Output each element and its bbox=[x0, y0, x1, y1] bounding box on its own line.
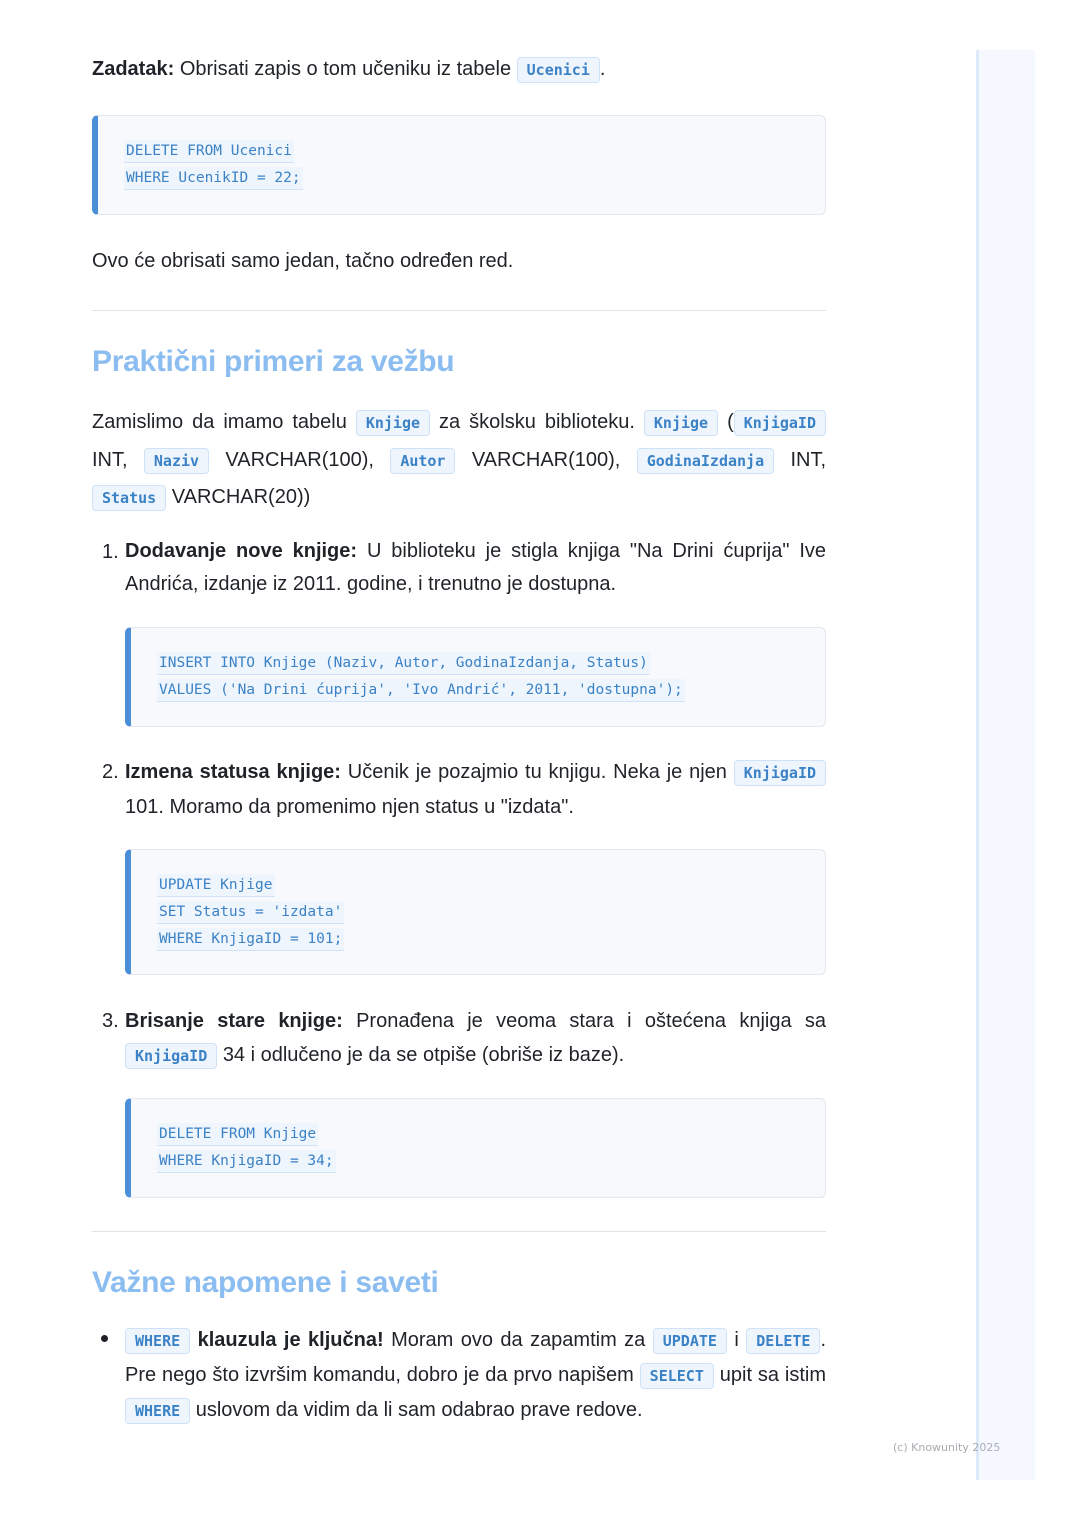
code-block-insert bbox=[125, 627, 826, 727]
bullet-icon bbox=[101, 1335, 108, 1342]
code-line: DELETE FROM Ucenici bbox=[124, 140, 294, 163]
item-title: Izmena statusa knjige: bbox=[125, 761, 341, 783]
tip-text: i bbox=[734, 1329, 739, 1351]
inline-code: GodinaIzdanja bbox=[637, 448, 774, 474]
inline-code: Knjige bbox=[356, 410, 430, 436]
inline-code: UPDATE bbox=[653, 1328, 727, 1354]
divider bbox=[92, 310, 826, 311]
inline-code: Autor bbox=[390, 448, 455, 474]
inline-code: WHERE bbox=[125, 1328, 190, 1354]
intro-text: VARCHAR(100), bbox=[225, 448, 374, 471]
inline-code: DELETE bbox=[746, 1328, 820, 1354]
side-margin-strip bbox=[976, 50, 1035, 1480]
list-item-1 bbox=[125, 535, 826, 601]
item-title: Brisanje stare knjige: bbox=[125, 1010, 343, 1032]
item-text: U biblioteku je stigla knjiga "Na Drini ćuprija" Ive Andrića, izdanje iz 2011. godine, i trenutno je dostupna. bbox=[125, 540, 826, 595]
code-line: UPDATE Knjige bbox=[157, 874, 275, 897]
code-line: WHERE KnjigaID = 34; bbox=[157, 1150, 336, 1173]
task-end: . bbox=[599, 58, 606, 80]
intro-paragraph bbox=[92, 404, 826, 517]
tip-bold: klauzula je ključna! bbox=[197, 1329, 384, 1351]
code-line: VALUES ('Na Drini ćuprija', 'Ivo Andrić', 2011, 'dostupna'); bbox=[157, 679, 685, 702]
inline-code: KnjigaID bbox=[125, 1043, 217, 1069]
inline-code: Status bbox=[92, 485, 166, 511]
footer-copyright: (c) Knowunity 2025 bbox=[893, 1441, 1001, 1454]
intro-text: VARCHAR(100), bbox=[471, 448, 621, 471]
task-label: Zadatak: bbox=[92, 58, 175, 80]
inline-code: Naziv bbox=[144, 448, 209, 474]
list-item-2 bbox=[125, 755, 826, 824]
item-text: 34 i odlučeno je da se otpiše (obriše iz baze). bbox=[222, 1044, 625, 1066]
inline-code: KnjigaID bbox=[734, 410, 826, 436]
code-line: SET Status = 'izdata' bbox=[157, 901, 344, 924]
inline-code: WHERE bbox=[125, 1398, 190, 1424]
code-line: DELETE FROM Knjige bbox=[157, 1123, 318, 1146]
code-block-delete-ucenici bbox=[92, 115, 826, 215]
list-number: 3. bbox=[102, 1010, 119, 1032]
intro-text: za školsku biblioteku. bbox=[439, 411, 635, 433]
tip-text: . Pre nego što izvršim komandu, dobro je da prvo napišem bbox=[125, 1329, 827, 1386]
divider bbox=[92, 1231, 826, 1232]
inline-code: SELECT bbox=[640, 1363, 714, 1389]
item-title: Dodavanje nove knjige: bbox=[125, 540, 358, 562]
task-text: Obrisati zapis o tom učeniku iz tabele bbox=[179, 58, 512, 80]
item-text: Pronađena je veoma stara i oštećena knjiga sa bbox=[356, 1010, 827, 1032]
intro-text: Zamislimo da imamo tabelu bbox=[92, 411, 347, 433]
tip-paragraph bbox=[125, 1323, 826, 1428]
code-block-delete-knjige bbox=[125, 1098, 826, 1198]
intro-text: ( bbox=[727, 411, 734, 433]
item-text: Učenik je pozajmio tu knjigu. Neka je njen bbox=[347, 761, 727, 783]
after-code-text: Ovo će obrisati samo jedan, tačno određen red. bbox=[92, 250, 514, 272]
tip-text: upit sa istim bbox=[719, 1364, 826, 1386]
section-title-practical: Praktični primeri za vežbu bbox=[92, 345, 455, 378]
inline-code: Knjige bbox=[644, 410, 718, 436]
intro-text: INT, bbox=[790, 448, 827, 471]
inline-code: KnjigaID bbox=[734, 760, 826, 786]
code-block-update bbox=[125, 849, 826, 975]
code-line: WHERE KnjigaID = 101; bbox=[157, 928, 344, 951]
tip-text: uslovom da vidim da li sam odabrao prave redove. bbox=[195, 1399, 643, 1421]
list-number: 1. bbox=[102, 541, 119, 563]
inline-code: Ucenici bbox=[517, 57, 600, 83]
code-line: INSERT INTO Knjige (Naziv, Autor, GodinaIzdanja, Status) bbox=[157, 652, 650, 675]
code-line: WHERE UcenikID = 22; bbox=[124, 167, 303, 190]
item-text: 101. Moramo da promenimo njen status u "izdata". bbox=[125, 796, 574, 818]
intro-text: INT, bbox=[92, 448, 128, 471]
list-number: 2. bbox=[102, 761, 119, 783]
tip-text: Moram ovo da zapamtim za bbox=[391, 1329, 646, 1351]
intro-text: VARCHAR(20)) bbox=[171, 486, 311, 508]
list-item-3 bbox=[125, 1004, 826, 1073]
section-title-tips: Važne napomene i saveti bbox=[92, 1266, 439, 1299]
task-paragraph bbox=[92, 52, 826, 87]
